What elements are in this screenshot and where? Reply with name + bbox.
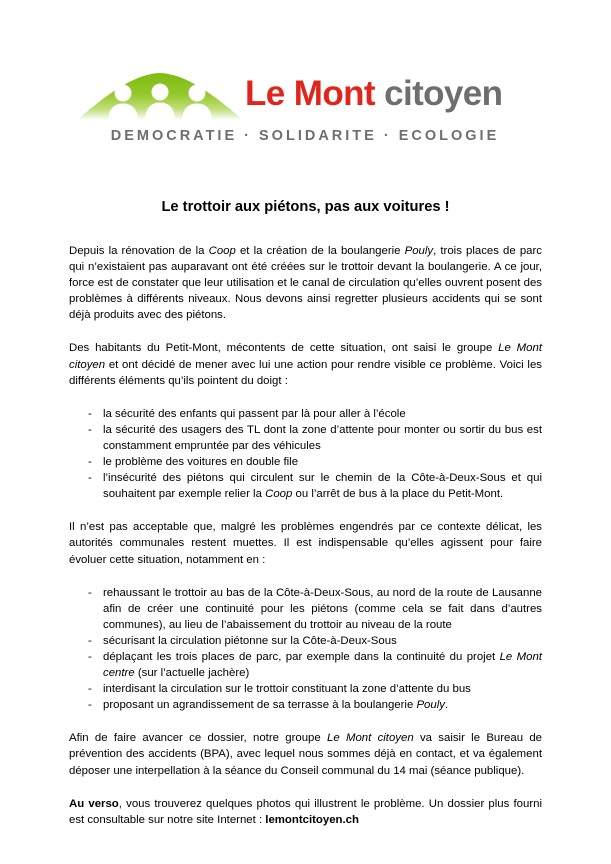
issues-list — [69, 406, 542, 503]
paragraph-verso-text: , vous trouverez quelques photos qui illustrent le problème. Un dossier plus fourni est consultable sur notre site Internet : — [69, 797, 543, 826]
list-item — [69, 649, 542, 681]
paragraph-intro-text-b: et la création de la boulangerie — [235, 245, 405, 257]
list-item — [69, 681, 542, 697]
issues-item-1: la sécurité des enfants qui passent par là pour aller à l’école — [103, 407, 406, 420]
page-title: Le trottoir aux piétons, pas aux voitures ! — [161, 198, 450, 215]
list-item — [69, 633, 542, 649]
paragraph-next-steps-text-a: Afin de faire avancer ce dossier, notre groupe — [69, 732, 328, 745]
verso-lead-bold: Au verso — [69, 797, 119, 810]
logo-wordmark — [245, 76, 502, 111]
paragraph-residents — [69, 340, 542, 388]
measures-item-3-a: déplaçant les trois places de parc, par exemple dans la continuité du projet — [103, 650, 500, 663]
issues-item-4-b: ou l’arrêt de bus à la place du Petit-Mont. — [292, 488, 504, 501]
list-item — [69, 454, 542, 470]
list-item — [69, 585, 542, 633]
paragraph-intro — [69, 243, 542, 323]
emphasis-group-name: Le Mont citoyen — [69, 342, 542, 371]
measures-item-1: rehaussant le trottoir au bas de la Côte-à-Deux-Sous, au nord de la route de Lausanne afin de créer une continuité pour les piétons (comme cela se fait dans d’autres communes), au lieu de l’abaissement du trottoir au niveau de la route — [103, 586, 542, 631]
logo-tagline: DEMOCRATIE · SOLIDARITE · ECOLOGIE — [110, 128, 500, 144]
measures-item-4: interdisant la circulation sur le trottoir constituant la zone d’attente du bus — [103, 683, 471, 696]
website-link[interactable]: lemontcitoyen.ch — [265, 813, 359, 826]
emphasis-project-name: Le Mont centre — [103, 650, 542, 680]
issues-item-2: la sécurité des usagers des TL dont la zone d’attente pour monter ou sortir du bus est constamment empruntée par des véhicules — [103, 423, 542, 452]
measures-item-5-a: proposant un agrandissement de sa terrasse à la boulangerie — [103, 699, 417, 712]
paragraph-residents-text-b: et ont décidé de mener avec lui une action pour rendre visible ce problème. Voici les différents éléments qu’ils pointent du doigt : — [69, 358, 542, 387]
emphasis-coop: Coop — [208, 245, 236, 257]
emphasis-group-name-2: Le Mont citoyen — [327, 732, 414, 745]
list-item — [69, 470, 542, 502]
three-people-under-green-arch-icon — [75, 62, 245, 122]
list-item — [69, 422, 542, 454]
paragraph-intro-text-a: Depuis la rénovation de la — [69, 245, 209, 257]
paragraph-next-steps-text-b: va saisir le Bureau de prévention des accidents (BPA), avec lequel nous sommes déjà en contact, et va également déposer une interpellation à la séance du Conseil communal du 14 mai (séance publique). — [69, 732, 543, 777]
logo-wordmark-secondary: citoyen — [384, 74, 503, 113]
paragraph-next-steps — [69, 730, 542, 778]
issues-item-4-a: l’insécurité des piétons qui circulent sur le chemin de la Côte-à-Deux-Sous et qui souhaitent par exemple relier la — [103, 472, 542, 501]
paragraph-verso-note — [69, 796, 542, 828]
document-body — [69, 243, 542, 845]
logo-wordmark-primary: Le Mont — [245, 74, 375, 113]
emphasis-pouly: Pouly — [404, 245, 434, 257]
emphasis-coop-2: Coop — [265, 488, 293, 501]
organization-logo — [0, 62, 611, 158]
paragraph-demand: Il n’est pas acceptable que, malgré les problèmes engendrés par ce contexte délicat, les autorités communales restent muettes. Il est indispensable qu’elles agissent pour faire évoluer cette situation, notamment en : — [69, 521, 542, 566]
measures-item-5-b: . — [444, 699, 449, 712]
paragraph-intro-text-c: , trois places de parc qui n’existaient pas auparavant ont été créées sur le trottoir devant la boulangerie. A ce jour, force est de constater que leur utilisation et le canal de circulation qu’elles ouvrent posent des problèmes à différents niveaux. Nous devons ainsi regretter plusieurs accidents qui se sont déjà produits avec des piétons. — [69, 245, 542, 322]
paragraph-residents-text-a: Des habitants du Petit-Mont, mécontents de cette situation, ont saisi le groupe — [69, 342, 499, 355]
measures-item-2: sécurisant la circulation piétonne sur la Côte-à-Deux-Sous — [103, 634, 397, 647]
logo-row — [75, 62, 535, 124]
emphasis-pouly-2: Pouly — [416, 699, 445, 712]
measures-list — [69, 585, 542, 714]
measures-item-3-b: (sur l’actuelle jachère) — [134, 667, 250, 680]
list-item — [69, 406, 542, 422]
list-item — [69, 697, 542, 713]
issues-item-3: le problème des voitures en double file — [103, 456, 299, 469]
